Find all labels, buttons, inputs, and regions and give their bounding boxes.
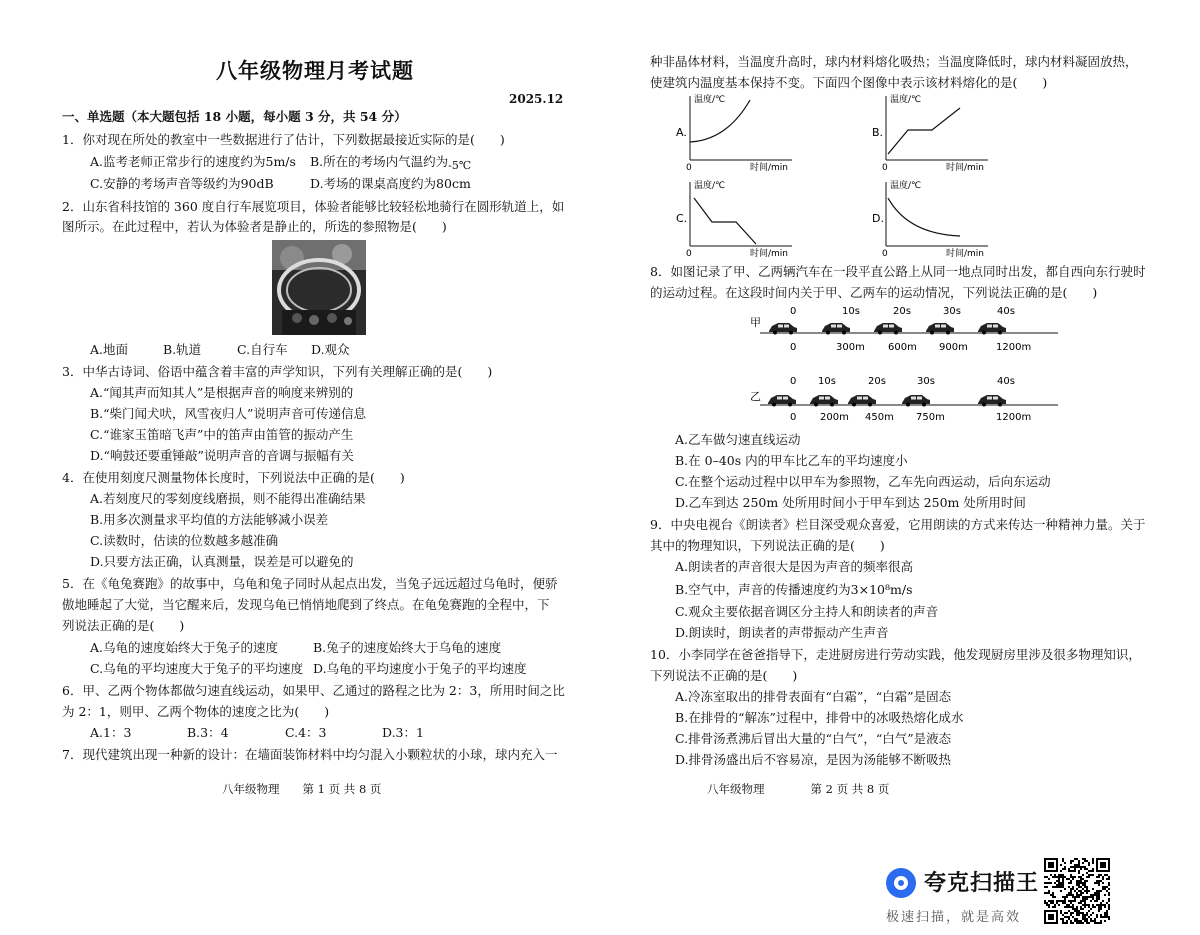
- yi-dist-2: 450m: [865, 412, 894, 423]
- question-6-stem-line2: 为 2：1，则甲、乙两个物体的速度之比为( ): [62, 704, 330, 719]
- jia-time-2: 20s: [893, 306, 911, 317]
- yi-time-2: 20s: [868, 376, 886, 387]
- yi-time-0: 0: [790, 376, 797, 387]
- q8-option-d: D.乙车到达 250m 处所用时间小于甲车到达 250m 处所用时间: [675, 495, 1026, 510]
- q5-option-d: D.乌龟的平均速度小于兔子的平均速度: [313, 661, 527, 676]
- graph-d-svg: [868, 176, 998, 262]
- question-8-stem-line2: 的运动过程。在这段时间内关于甲、乙两车的运动情况，下列说法正确的是( ): [650, 285, 1098, 300]
- graph-d-curve: [888, 198, 960, 236]
- question-2-stem-line2: 图所示。在此过程中，若认为体验者是静止的，所选的参照物是( ): [62, 219, 447, 234]
- graph-b-origin: 0: [882, 163, 888, 173]
- q6-option-d: D.3：1: [382, 725, 424, 740]
- q10-option-d: D.排骨汤盛出后不容易凉，是因为汤能够不断吸热: [675, 752, 952, 767]
- question-7-stem-line3: 使建筑内温度基本保持不变。下面四个图像中表示该材料熔化的是( ): [650, 75, 1048, 90]
- q4-option-a: A.若刻度尺的零刻度线磨损，则不能得出准确结果: [90, 491, 366, 506]
- yi-dist-0: 0: [790, 412, 797, 423]
- graph-c-label: C.: [676, 212, 688, 225]
- graph-b-ylabel: 温度/℃: [890, 95, 922, 105]
- page1-footer: 八年级物理 第 1 页 共 8 页: [222, 782, 382, 796]
- graph-a: [672, 90, 802, 176]
- jia-time-3: 30s: [943, 306, 961, 317]
- q4-option-d: D.只要方法正确，认真测量，误差是可以避免的: [90, 554, 354, 569]
- question-7-stem-line1: 7．现代建筑出现一种新的设计：在墙面装饰材料中均匀混入小颗粒状的小球，球内充入一: [62, 747, 558, 762]
- q3-option-c: C.“谁家玉笛暗飞声”中的笛声由笛管的振动产生: [90, 427, 354, 442]
- graph-c-origin: 0: [686, 249, 692, 259]
- question-10-stem-line1: 10．小李同学在爸爸指导下，走进厨房进行劳动实践，他发现厨房里涉及很多物理知识，: [650, 647, 1141, 662]
- graph-b-label: B.: [872, 126, 884, 139]
- question-4-stem: 4．在使用刻度尺测量物体长度时，下列说法中正确的是( ): [62, 470, 405, 485]
- graph-a-origin: 0: [686, 163, 692, 173]
- q6-option-c: C.4：3: [285, 725, 327, 740]
- q10-option-b: B.在排骨的“解冻”过程中，排骨中的冰吸热熔化成水: [675, 710, 964, 725]
- jia-time-4: 40s: [997, 306, 1015, 317]
- q2-option-d: D.观众: [311, 342, 350, 357]
- q9-option-c: C.观众主要依据音调区分主持人和朗读者的声音: [675, 604, 939, 619]
- graph-c-ylabel: 温度/℃: [694, 181, 726, 191]
- question-1-stem: 1．你对现在所处的教室中一些数据进行了估计，下列数据最接近实际的是( ): [62, 132, 505, 147]
- graph-c-xlabel: 时间/min: [750, 249, 789, 259]
- graph-d-origin: 0: [882, 249, 888, 259]
- question-5-stem-line1: 5．在《龟兔赛跑》的故事中，乌龟和兔子同时从起点出发，当兔子远远超过乌龟时，便骄: [62, 576, 558, 591]
- q2-option-b: B.轨道: [163, 342, 202, 357]
- graph-a-xlabel: 时间/min: [750, 163, 789, 173]
- q3-option-d: D.“响鼓还要重锤敲”说明声音的音调与振幅有关: [90, 448, 354, 463]
- q9-option-b: B.空气中，声音的传播速度约为3×10⁸m/s: [675, 582, 913, 597]
- jia-dist-0: 0: [790, 342, 797, 353]
- yi-time-3: 30s: [917, 376, 935, 387]
- yi-label: 乙: [750, 390, 761, 403]
- scanner-slogan: 极速扫描，就是高效: [886, 910, 1022, 925]
- jia-dist-3: 900m: [939, 342, 968, 353]
- scanner-brand-name: 夸克扫描王: [924, 871, 1040, 896]
- yi-time-1: 10s: [818, 376, 836, 387]
- question-6-stem-line1: 6．甲、乙两个物体都做匀速直线运动，如果甲、乙通过的路程之比为 2：3，所用时间之比: [62, 683, 565, 698]
- graph-c-curve: [694, 198, 756, 244]
- q8-option-b: B.在 0–40s 内的甲车比乙车的平均速度小: [675, 453, 908, 468]
- car-motion-svg: [740, 300, 1060, 430]
- q1-option-b: [310, 152, 471, 173]
- question-8-stem-line1: 8．如图记录了甲、乙两辆汽车在一段平直公路上从同一地点同时出发，都自西向东行驶时: [650, 264, 1146, 279]
- qr-code-svg: [1044, 858, 1110, 924]
- question-10-stem-line2: 下列说法不正确的是( ): [650, 668, 798, 683]
- question-7-stem-line2: 种非晶体材料，当温度升高时，球内材料熔化吸热；当温度降低时，球内材料凝固放热，: [650, 54, 1138, 69]
- q1-option-d: D.考场的课桌高度约为80cm: [310, 176, 471, 191]
- graph-c: [672, 176, 802, 262]
- q6-option-a: A.1：3: [90, 725, 132, 740]
- q8-option-a: A.乙车做匀速直线运动: [675, 432, 801, 447]
- qr-code-icon: [1044, 858, 1110, 924]
- exam-date: 2025.12: [509, 92, 564, 106]
- page2-footer: 八年级物理 第 2 页 共 8 页: [707, 782, 890, 796]
- scanner-watermark: [886, 866, 1040, 926]
- question-2-stem-line1: 2．山东省科技馆的 360 度自行车展览项目，体验者能够比较轻松地骑行在圆形轨道上，如: [62, 199, 565, 214]
- graph-b-curve: [888, 108, 960, 154]
- q4-option-b: B.用多次测量求平均值的方法能够减小误差: [90, 512, 329, 527]
- q1-option-c: C.安静的考场声音等级约为90dB: [90, 176, 274, 191]
- question-9-stem-line2: 其中的物理知识，下列说法正确的是( ): [650, 538, 885, 553]
- yi-dist-4: 1200m: [996, 412, 1032, 423]
- q1-option-b-temp: -5℃: [448, 159, 472, 172]
- graph-d: [868, 176, 998, 262]
- car-motion-diagram: [740, 300, 1060, 430]
- graph-b-svg: [868, 90, 998, 176]
- q5-option-b: B.兔子的速度始终大于乌龟的速度: [313, 640, 502, 655]
- yi-dist-1: 200m: [820, 412, 849, 423]
- q6-option-b: B.3：4: [187, 725, 229, 740]
- graph-a-ylabel: 温度/℃: [694, 95, 726, 105]
- jia-dist-4: 1200m: [996, 342, 1032, 353]
- question-3-stem: 3．中华古诗词、俗语中蕴含着丰富的声学知识，下列有关理解正确的是( ): [62, 364, 493, 379]
- question-9-stem-line1: 9．中央电视台《朗读者》栏目深受观众喜爱，它用朗读的方式来传达一种精神力量。关于: [650, 517, 1146, 532]
- graph-b-xlabel: 时间/min: [946, 163, 985, 173]
- q9-option-d: D.朗读时，朗读者的声带振动产生声音: [675, 625, 889, 640]
- q5-option-c: C.乌龟的平均速度大于兔子的平均速度: [90, 661, 304, 676]
- jia-dist-2: 600m: [888, 342, 917, 353]
- q2-option-a: A.地面: [90, 342, 129, 357]
- question-5-stem-line3: 列说法正确的是( ): [62, 618, 185, 633]
- q8-option-c: C.在整个运动过程中以甲车为参照物，乙车先向西运动，后向东运动: [675, 474, 1051, 489]
- q10-option-c: C.排骨汤煮沸后冒出大量的“白气”，“白气”是液态: [675, 731, 952, 746]
- page-title: 八年级物理月考试题: [216, 58, 414, 83]
- graph-b: [868, 90, 998, 176]
- q2-option-c: C.自行车: [237, 342, 288, 357]
- yi-time-4: 40s: [997, 376, 1015, 387]
- q4-option-c: C.读数时，估读的位数越多越准确: [90, 533, 279, 548]
- jia-dist-1: 300m: [836, 342, 865, 353]
- graph-d-label: D.: [872, 212, 884, 225]
- graph-d-ylabel: 温度/℃: [890, 181, 922, 191]
- scanner-logo-icon: [886, 868, 916, 898]
- jia-time-0: 0: [790, 306, 797, 317]
- q9-option-a: A.朗读者的声音很大是因为声音的频率很高: [675, 559, 914, 574]
- graph-d-xlabel: 时间/min: [946, 249, 985, 259]
- graph-a-label: A.: [676, 126, 687, 139]
- q3-option-a: A.“闻其声而知其人”是根据声音的响度来辨别的: [90, 385, 354, 400]
- q1-option-b-text: B.所在的考场内气温约为: [310, 154, 449, 169]
- q10-option-a: A.冷冻室取出的排骨表面有“白霜”，“白霜”是固态: [675, 689, 952, 704]
- q1-option-a: A.监考老师正常步行的速度约为5m/s: [90, 154, 296, 169]
- graph-a-curve: [690, 100, 750, 142]
- graph-a-svg: [672, 90, 802, 176]
- question-5-stem-line2: 傲地睡起了大觉，当它醒来后，发现乌龟已悄悄地爬到了终点。在龟兔赛跑的全程中，下: [62, 597, 550, 612]
- yi-dist-3: 750m: [916, 412, 945, 423]
- jia-label: 甲: [750, 316, 761, 329]
- q5-option-a: A.乌龟的速度始终大于兔子的速度: [90, 640, 279, 655]
- bicycle-ride-photo: [272, 240, 366, 335]
- section-heading: 一、单选题（本大题包括 18 小题，每小题 3 分，共 54 分）: [62, 109, 407, 124]
- graph-c-svg: [672, 176, 802, 262]
- bicycle-ride-photo-art: [272, 240, 366, 335]
- q3-option-b: B.“柴门闻犬吠，风雪夜归人”说明声音可传递信息: [90, 406, 366, 421]
- jia-time-1: 10s: [842, 306, 860, 317]
